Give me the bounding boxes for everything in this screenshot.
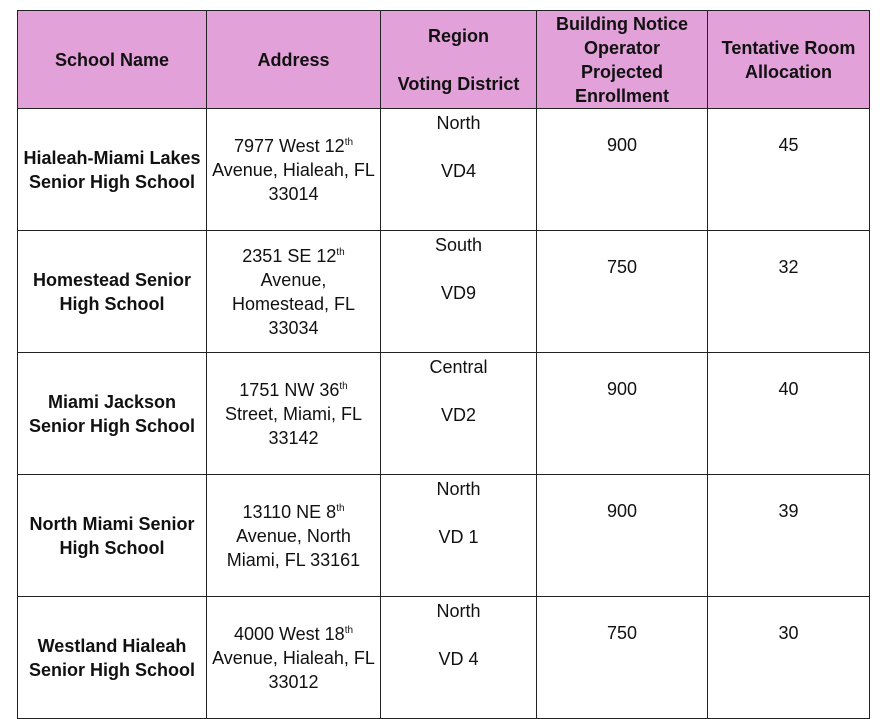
address-rest: Avenue, North Miami, FL 33161 (226, 525, 361, 570)
address (207, 353, 381, 475)
region-district (381, 353, 537, 475)
school-name: Miami Jackson Senior High School (18, 353, 207, 475)
enrollment: 750 (537, 231, 708, 353)
header-region-district (381, 11, 537, 109)
table-row (18, 353, 870, 475)
header-school-name: School Name (18, 11, 207, 109)
school-name: Westland Hialeah Senior High School (18, 597, 207, 719)
schools-table (17, 10, 870, 719)
table-row (18, 109, 870, 231)
voting-district: VD4 (440, 161, 476, 181)
enrollment: 900 (537, 475, 708, 597)
region: North (436, 113, 481, 133)
region-district (381, 475, 537, 597)
region-district (381, 597, 537, 719)
address-rest: Street, Miami, FL 33142 (224, 403, 363, 448)
school-name: North Miami Senior High School (18, 475, 207, 597)
room-allocation: 30 (708, 597, 870, 719)
enrollment: 900 (537, 109, 708, 231)
address-street: 2351 SE 12 (242, 245, 337, 266)
address-street: 7977 West 12 (233, 135, 345, 156)
address-ordinal: th (339, 380, 348, 392)
voting-district: VD 4 (438, 649, 479, 669)
region-district (381, 231, 537, 353)
header-rooms: Tentative Room Allocation (708, 11, 870, 109)
address-ordinal: th (336, 246, 345, 258)
header-address: Address (207, 11, 381, 109)
address (207, 597, 381, 719)
address-rest: Avenue, Homestead, FL 33034 (231, 269, 356, 338)
address-ordinal: th (344, 136, 354, 148)
voting-district: VD 1 (438, 527, 479, 547)
school-name: Hialeah-Miami Lakes Senior High School (18, 109, 207, 231)
enrollment: 750 (537, 597, 708, 719)
address (207, 231, 381, 353)
room-allocation: 39 (708, 475, 870, 597)
address-ordinal: th (344, 624, 354, 636)
address-street: 4000 West 18 (233, 623, 345, 644)
table-row (18, 597, 870, 719)
region-district (381, 109, 537, 231)
table-row (18, 475, 870, 597)
address-street: 1751 NW 36 (239, 379, 340, 400)
address (207, 109, 381, 231)
room-allocation: 32 (708, 231, 870, 353)
header-voting-district: Voting District (397, 73, 520, 94)
address-rest: Avenue, Hialeah, FL 33012 (212, 647, 375, 692)
enrollment: 900 (537, 353, 708, 475)
room-allocation: 45 (708, 109, 870, 231)
region: South (434, 235, 483, 255)
region: North (436, 601, 481, 621)
voting-district: VD9 (440, 283, 476, 303)
room-allocation: 40 (708, 353, 870, 475)
address (207, 475, 381, 597)
header-region: Region (428, 25, 489, 46)
region: Central (429, 357, 488, 377)
school-name: Homestead Senior High School (18, 231, 207, 353)
address-street: 13110 NE 8 (242, 501, 337, 522)
region: North (436, 479, 481, 499)
voting-district: VD2 (440, 405, 476, 425)
address-rest: Avenue, Hialeah, FL 33014 (212, 159, 375, 204)
header-row (18, 11, 870, 109)
address-ordinal: th (336, 502, 345, 514)
table-row (18, 231, 870, 353)
header-enrollment: Building Notice Operator Projected Enrollment (537, 11, 708, 109)
